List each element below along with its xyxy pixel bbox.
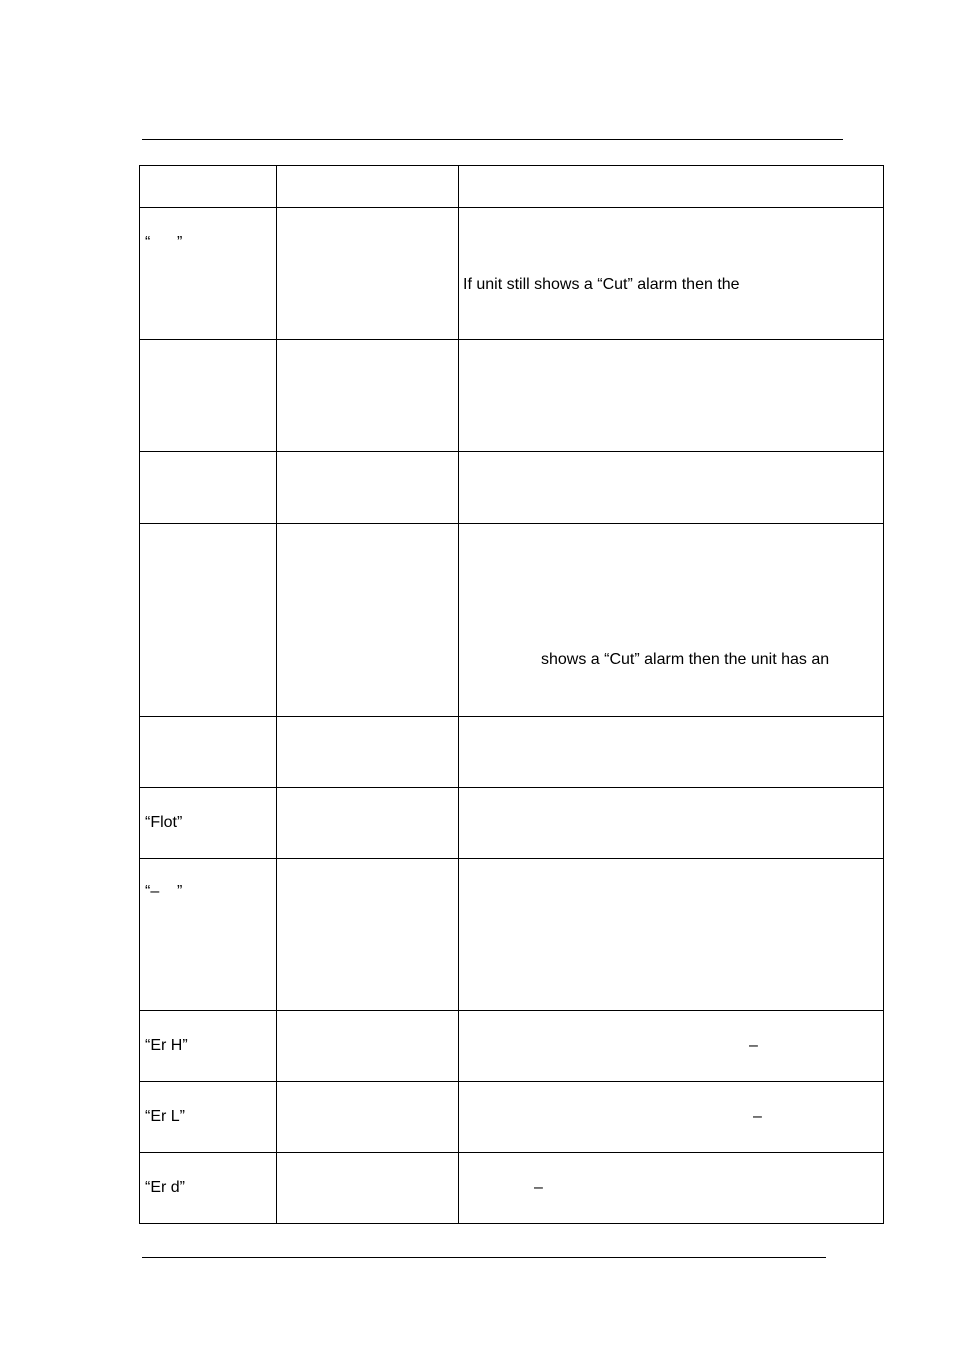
cause-cell bbox=[277, 524, 459, 717]
code-cell bbox=[140, 1011, 277, 1082]
table-row bbox=[140, 340, 884, 452]
table-row bbox=[140, 208, 884, 340]
header-cell-code bbox=[140, 166, 277, 208]
action-text: – bbox=[749, 1037, 758, 1054]
table-row bbox=[140, 788, 884, 859]
code-cell bbox=[140, 208, 277, 340]
table-row bbox=[140, 859, 884, 1011]
table-row bbox=[140, 717, 884, 788]
action-cell bbox=[459, 208, 884, 340]
header-rule bbox=[142, 139, 843, 140]
action-text: shows a “Cut” alarm then the unit has an bbox=[541, 651, 830, 668]
alarm-code: “Er H” bbox=[145, 1037, 188, 1054]
footer-rule bbox=[142, 1257, 826, 1258]
table-row bbox=[140, 1082, 884, 1153]
action-cell bbox=[459, 524, 884, 717]
cause-cell bbox=[277, 717, 459, 788]
alarm-code: “Er L” bbox=[145, 1108, 185, 1125]
alarm-code: “– ” bbox=[145, 883, 183, 900]
table-row bbox=[140, 452, 884, 524]
header-cell-cause bbox=[277, 166, 459, 208]
code-cell bbox=[140, 859, 277, 1011]
alarm-table bbox=[139, 165, 884, 1224]
code-cell bbox=[140, 340, 277, 452]
action-cell bbox=[459, 452, 884, 524]
action-cell bbox=[459, 340, 884, 452]
code-cell bbox=[140, 524, 277, 717]
action-text: – bbox=[753, 1108, 762, 1125]
action-text: If unit still shows a “Cut” alarm then the bbox=[463, 276, 740, 293]
action-text: – bbox=[534, 1179, 543, 1196]
table-header-row bbox=[140, 166, 884, 208]
cause-cell bbox=[277, 1153, 459, 1224]
header-cell-action bbox=[459, 166, 884, 208]
code-cell bbox=[140, 717, 277, 788]
cause-cell bbox=[277, 788, 459, 859]
action-cell bbox=[459, 1153, 884, 1224]
alarm-code: “Er d” bbox=[145, 1179, 185, 1196]
table-row bbox=[140, 524, 884, 717]
action-cell bbox=[459, 859, 884, 1011]
cause-cell bbox=[277, 340, 459, 452]
cause-cell bbox=[277, 1011, 459, 1082]
code-cell bbox=[140, 1082, 277, 1153]
action-cell bbox=[459, 717, 884, 788]
code-cell bbox=[140, 452, 277, 524]
cause-cell bbox=[277, 859, 459, 1011]
alarm-code: “ ” bbox=[145, 234, 183, 251]
table-row bbox=[140, 1011, 884, 1082]
action-cell bbox=[459, 1011, 884, 1082]
cause-cell bbox=[277, 208, 459, 340]
alarm-code: “Flot” bbox=[145, 814, 183, 831]
action-cell bbox=[459, 788, 884, 859]
action-cell bbox=[459, 1082, 884, 1153]
code-cell bbox=[140, 788, 277, 859]
cause-cell bbox=[277, 1082, 459, 1153]
table-row bbox=[140, 1153, 884, 1224]
cause-cell bbox=[277, 452, 459, 524]
code-cell bbox=[140, 1153, 277, 1224]
